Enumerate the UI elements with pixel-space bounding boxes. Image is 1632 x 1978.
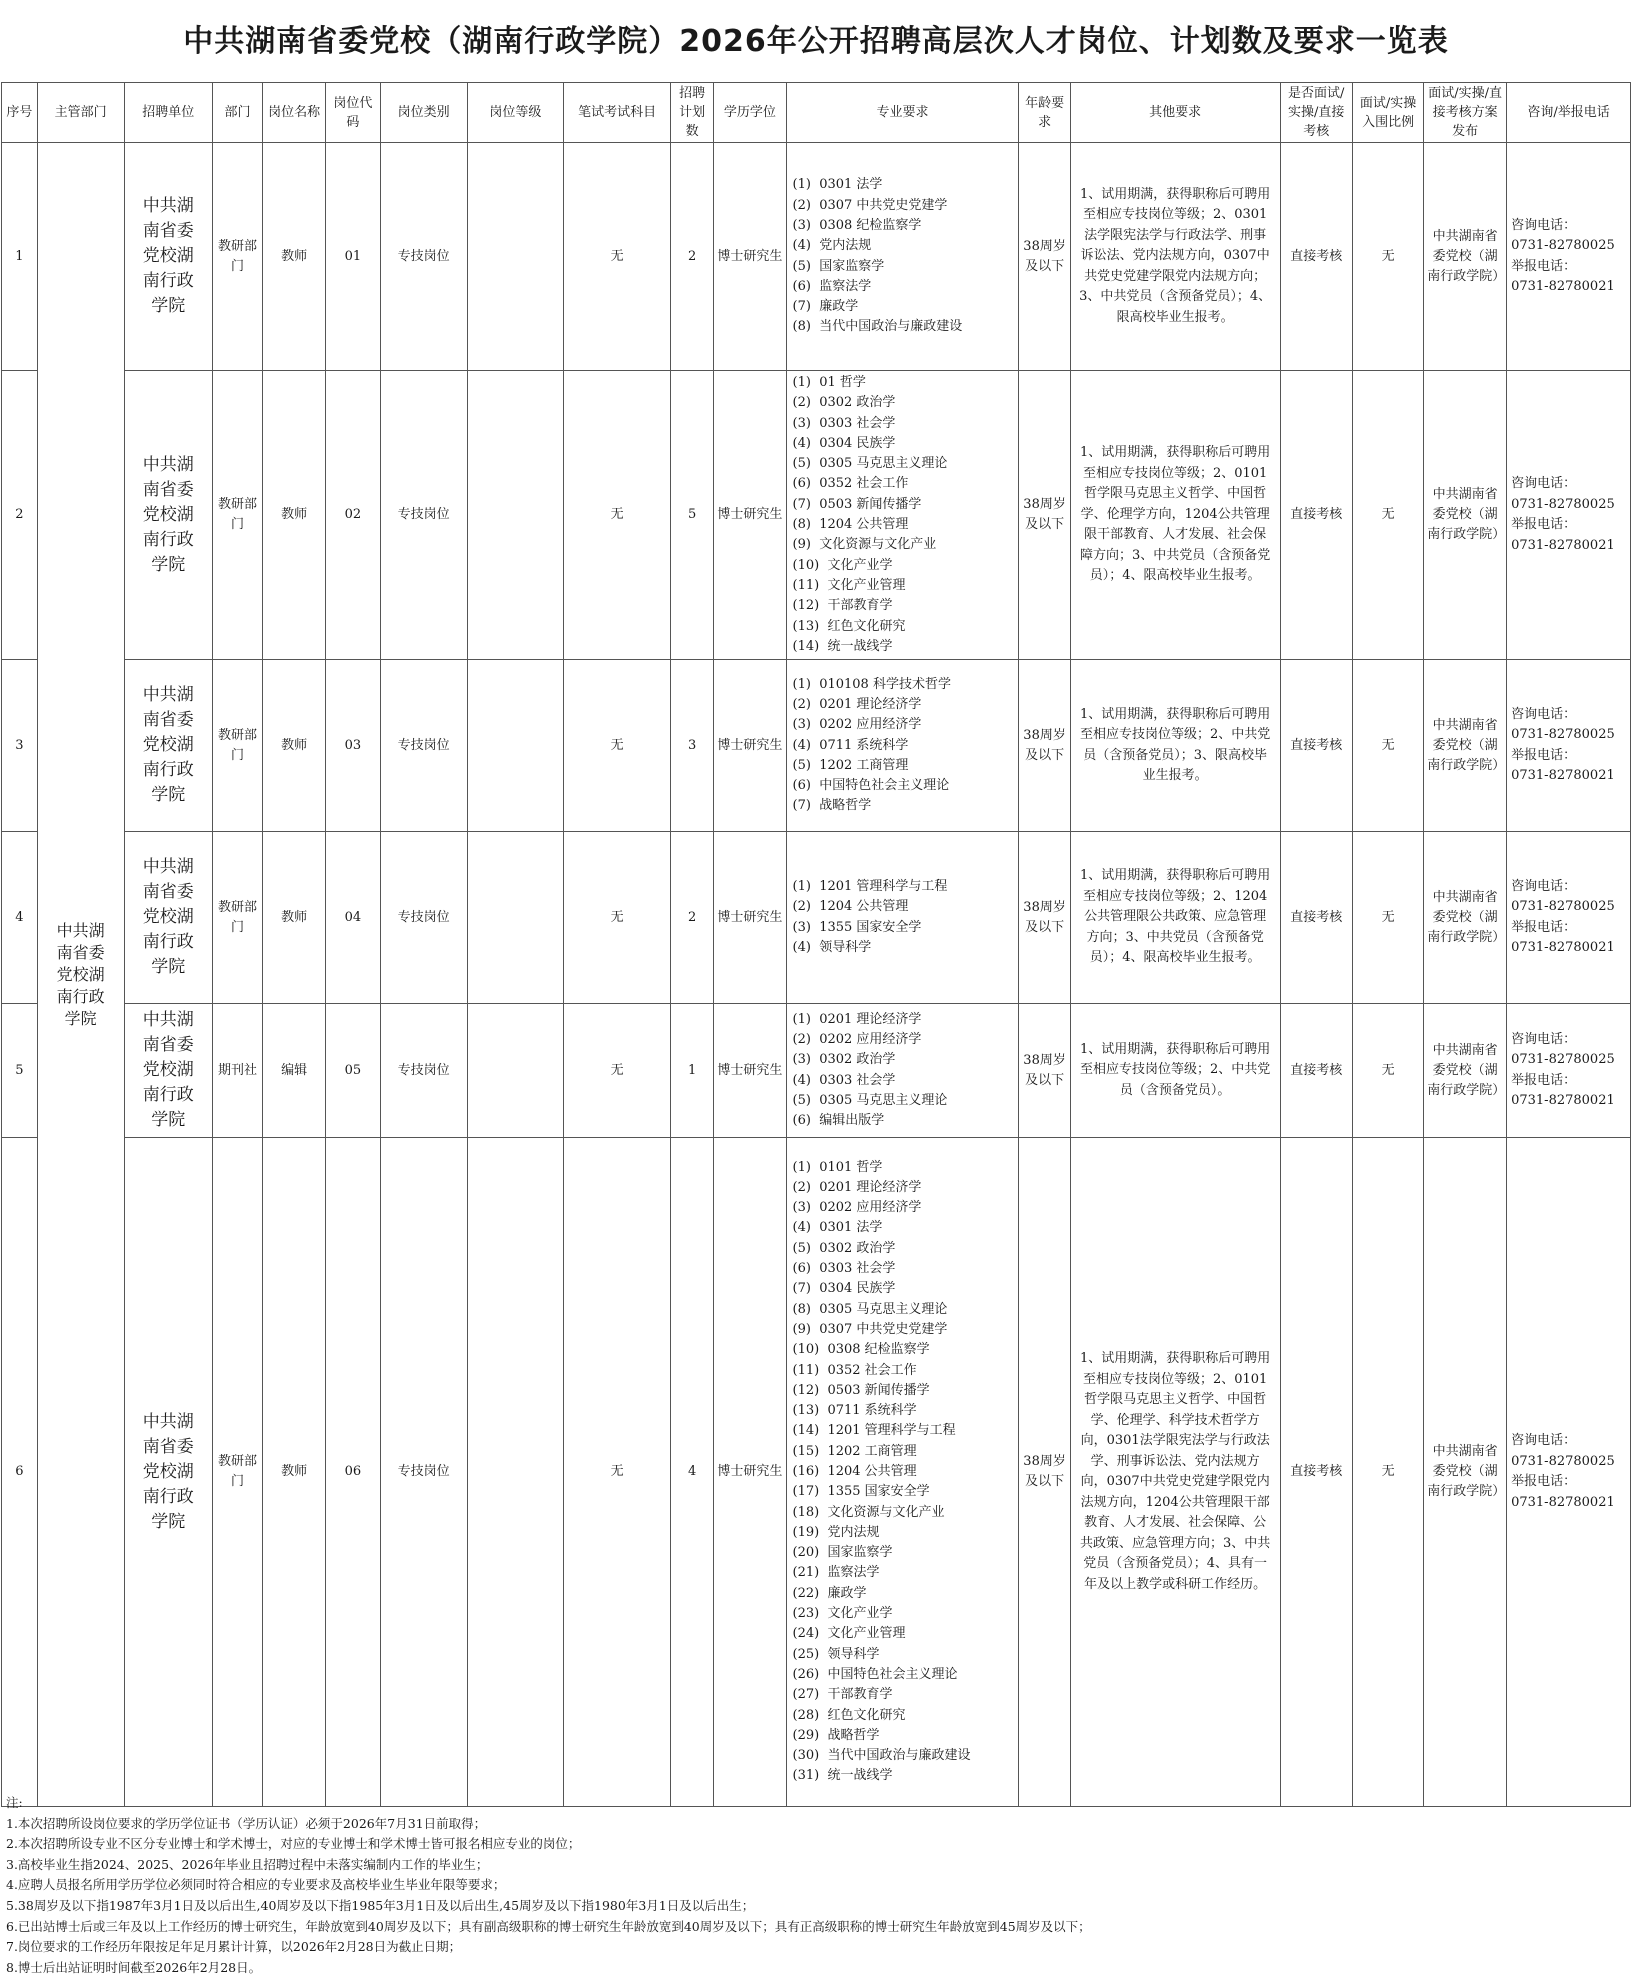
major-item: (28) 红色文化研究 bbox=[792, 1707, 906, 1723]
age-cell: 38周岁及以下 bbox=[1019, 371, 1070, 660]
majors-cell bbox=[786, 143, 1019, 371]
major-item: (11) 文化产业管理 bbox=[792, 577, 906, 593]
position-cell: 教师 bbox=[263, 832, 326, 1004]
dept-cell: 教研部门 bbox=[212, 371, 262, 660]
table-row bbox=[2, 1004, 1631, 1138]
major-item: (25) 领导科学 bbox=[792, 1646, 880, 1662]
contact-line: 0731-82780025 bbox=[1511, 899, 1615, 915]
interview-cell: 直接考核 bbox=[1280, 1138, 1352, 1807]
code-cell: 03 bbox=[326, 660, 381, 832]
other-requirements-cell: 1、试用期满，获得职称后可聘用至相应专技岗位等级；2、中共党员（含预备党员）；3、限高校毕业生报考。 bbox=[1070, 660, 1280, 832]
other-requirements-cell: 1、试用期满，获得职称后可聘用至相应专技岗位等级；2、0101哲学限马克思主义哲学、中国哲学、伦理学、科学技术哲学方向，0301法学限宪法学与行政法学、刑事诉讼法、党内法规方向，0307中共党史党建学限党内法规方向，1204公共管理限干部教育、人才发展、社会保障、公共政策、应急管理方向；3、中共党员（含预备党员）；4、具有一年及以上教学或科研工作经历。 bbox=[1070, 1138, 1280, 1807]
contact-line: 0731-82780021 bbox=[1511, 1093, 1615, 1109]
major-item: (6) 0352 社会工作 bbox=[792, 476, 909, 492]
level-cell bbox=[467, 832, 564, 1004]
major-item: (3) 0308 纪检监察学 bbox=[792, 217, 922, 233]
major-item: (4) 0304 民族学 bbox=[792, 435, 896, 451]
quota-cell: 2 bbox=[671, 143, 714, 371]
note-item: 6.已出站博士后或三年及以上工作经历的博士研究生，年龄放宽到40周岁及以下；具有副高级职称的博士研究生年龄放宽到40周岁及以下；具有正高级职称的博士研究生年龄放宽到45周岁及以下； bbox=[6, 1918, 1091, 1934]
note-item: 8.博士后出站证明时间截至2026年2月28日。 bbox=[6, 1959, 262, 1975]
major-item: (19) 党内法规 bbox=[792, 1524, 880, 1540]
major-item: (6) 编辑出版学 bbox=[792, 1113, 885, 1129]
exam-cell: 无 bbox=[564, 660, 671, 832]
level-cell bbox=[467, 143, 564, 371]
table-row bbox=[2, 660, 1631, 832]
supervisor-cell: 中共湖南省委党校湖南行政学院 bbox=[37, 143, 124, 1807]
major-item: (4) 领导科学 bbox=[792, 939, 872, 955]
major-item: (17) 1355 国家安全学 bbox=[792, 1484, 930, 1500]
major-item: (12) 干部教育学 bbox=[792, 598, 893, 614]
exam-cell: 无 bbox=[564, 371, 671, 660]
table-body bbox=[2, 143, 1631, 1807]
degree-cell: 博士研究生 bbox=[714, 371, 786, 660]
major-item: (30) 当代中国政治与廉政建设 bbox=[792, 1748, 971, 1764]
interview-cell: 直接考核 bbox=[1280, 371, 1352, 660]
seq-cell: 1 bbox=[2, 143, 38, 371]
contact-line: 举报电话： bbox=[1511, 258, 1577, 274]
column-header: 序号 bbox=[2, 83, 38, 143]
code-cell: 02 bbox=[326, 371, 381, 660]
other-requirements-cell: 1、试用期满，获得职称后可聘用至相应专技岗位等级；2、0101哲学限马克思主义哲学、中国哲学、伦理学方向，1204公共管理限干部教育、人才发展、社会保障方向；3、中共党员（含预备党员）；4、限高校毕业生报考。 bbox=[1070, 371, 1280, 660]
column-header: 是否面试/实操/直接考核 bbox=[1280, 83, 1352, 143]
publish-cell: 中共湖南省委党校（湖南行政学院） bbox=[1424, 1004, 1507, 1138]
major-item: (22) 廉政学 bbox=[792, 1585, 867, 1601]
major-item: (2) 0201 理论经济学 bbox=[792, 1179, 922, 1195]
category-cell: 专技岗位 bbox=[380, 660, 467, 832]
table-row bbox=[2, 832, 1631, 1004]
publish-cell: 中共湖南省委党校（湖南行政学院） bbox=[1424, 660, 1507, 832]
major-item: (6) 0303 社会学 bbox=[792, 1261, 896, 1277]
major-item: (3) 0202 应用经济学 bbox=[792, 1200, 922, 1216]
major-item: (1) 0201 理论经济学 bbox=[792, 1011, 922, 1027]
quota-cell: 4 bbox=[671, 1138, 714, 1807]
exam-cell: 无 bbox=[564, 143, 671, 371]
seq-cell: 6 bbox=[2, 1138, 38, 1807]
degree-cell: 博士研究生 bbox=[714, 1004, 786, 1138]
unit-cell: 中共湖南省委党校湖南行政学院 bbox=[124, 143, 212, 371]
table-row bbox=[2, 371, 1631, 660]
category-cell: 专技岗位 bbox=[380, 1138, 467, 1807]
major-item: (2) 0302 政治学 bbox=[792, 395, 896, 411]
note-item: 2.本次招聘所设专业不区分专业博士和学术博士，对应的专业博士和学术博士皆可报名相应专业的岗位； bbox=[6, 1836, 581, 1852]
column-header: 主管部门 bbox=[37, 83, 124, 143]
majors-cell bbox=[786, 660, 1019, 832]
major-item: (10) 文化产业学 bbox=[792, 557, 893, 573]
contact-line: 咨询电话： bbox=[1511, 476, 1577, 492]
degree-cell: 博士研究生 bbox=[714, 1138, 786, 1807]
code-cell: 06 bbox=[326, 1138, 381, 1807]
note-item: 7.岗位要求的工作经历年限按足年足月累计计算，以2026年2月28日为截止日期； bbox=[6, 1939, 462, 1955]
major-item: (11) 0352 社会工作 bbox=[792, 1362, 917, 1378]
major-item: (13) 0711 系统科学 bbox=[792, 1403, 917, 1419]
column-header: 招聘计划数 bbox=[671, 83, 714, 143]
major-item: (8) 0305 马克思主义理论 bbox=[792, 1301, 948, 1317]
major-item: (29) 战略哲学 bbox=[792, 1727, 880, 1743]
interview-cell: 直接考核 bbox=[1280, 1004, 1352, 1138]
major-item: (31) 统一战线学 bbox=[792, 1768, 893, 1784]
position-cell: 教师 bbox=[263, 371, 326, 660]
contact-line: 举报电话： bbox=[1511, 919, 1577, 935]
contact-line: 咨询电话： bbox=[1511, 1031, 1577, 1047]
major-item: (23) 文化产业学 bbox=[792, 1606, 893, 1622]
major-item: (12) 0503 新闻传播学 bbox=[792, 1382, 930, 1398]
column-header: 面试/实操入围比例 bbox=[1352, 83, 1423, 143]
seq-cell: 4 bbox=[2, 832, 38, 1004]
column-header: 面试/实操/直接考核方案发布 bbox=[1424, 83, 1507, 143]
dept-cell: 教研部门 bbox=[212, 832, 262, 1004]
contact-line: 0731-82780025 bbox=[1511, 1453, 1615, 1469]
category-cell: 专技岗位 bbox=[380, 1004, 467, 1138]
contact-cell bbox=[1507, 1138, 1631, 1807]
other-requirements-cell: 1、试用期满，获得职称后可聘用至相应专技岗位等级；2、中共党员（含预备党员）。 bbox=[1070, 1004, 1280, 1138]
major-item: (5) 0302 政治学 bbox=[792, 1240, 896, 1256]
major-item: (7) 战略哲学 bbox=[792, 798, 872, 814]
level-cell bbox=[467, 1004, 564, 1138]
major-item: (3) 0302 政治学 bbox=[792, 1052, 896, 1068]
major-item: (26) 中国特色社会主义理论 bbox=[792, 1666, 958, 1682]
code-cell: 04 bbox=[326, 832, 381, 1004]
major-item: (6) 监察法学 bbox=[792, 278, 872, 294]
dept-cell: 教研部门 bbox=[212, 1138, 262, 1807]
major-item: (1) 1201 管理科学与工程 bbox=[792, 879, 948, 895]
major-item: (1) 01 哲学 bbox=[792, 375, 866, 390]
majors-cell bbox=[786, 371, 1019, 660]
contact-cell bbox=[1507, 832, 1631, 1004]
category-cell: 专技岗位 bbox=[380, 371, 467, 660]
unit-cell: 中共湖南省委党校湖南行政学院 bbox=[124, 371, 212, 660]
unit-cell: 中共湖南省委党校湖南行政学院 bbox=[124, 660, 212, 832]
interview-cell: 直接考核 bbox=[1280, 832, 1352, 1004]
level-cell bbox=[467, 660, 564, 832]
seq-cell: 3 bbox=[2, 660, 38, 832]
contact-line: 举报电话： bbox=[1511, 517, 1577, 533]
major-item: (3) 0303 社会学 bbox=[792, 415, 896, 431]
other-requirements-cell: 1、试用期满，获得职称后可聘用至相应专技岗位等级；2、1204公共管理限公共政策、应急管理方向；3、中共党员（含预备党员）；4、限高校毕业生报考。 bbox=[1070, 832, 1280, 1004]
quota-cell: 1 bbox=[671, 1004, 714, 1138]
contact-line: 0731-82780025 bbox=[1511, 727, 1615, 743]
column-header: 学历学位 bbox=[714, 83, 786, 143]
major-item: (18) 文化资源与文化产业 bbox=[792, 1504, 945, 1520]
ratio-cell: 无 bbox=[1352, 660, 1423, 832]
contact-line: 0731-82780021 bbox=[1511, 1494, 1615, 1510]
note-item: 3.高校毕业生指2024、2025、2026年毕业且招聘过程中未落实编制内工作的毕业生； bbox=[6, 1856, 489, 1872]
contact-line: 0731-82780021 bbox=[1511, 940, 1615, 956]
major-item: (3) 1355 国家安全学 bbox=[792, 919, 922, 935]
unit-cell: 中共湖南省委党校湖南行政学院 bbox=[124, 832, 212, 1004]
header-row bbox=[2, 83, 1631, 143]
quota-cell: 5 bbox=[671, 371, 714, 660]
contact-line: 0731-82780025 bbox=[1511, 1052, 1615, 1068]
unit-cell: 中共湖南省委党校湖南行政学院 bbox=[124, 1004, 212, 1138]
major-item: (14) 统一战线学 bbox=[792, 638, 893, 654]
contact-cell bbox=[1507, 143, 1631, 371]
table-row bbox=[2, 143, 1631, 371]
major-item: (4) 0711 系统科学 bbox=[792, 737, 909, 753]
major-item: (16) 1204 公共管理 bbox=[792, 1464, 917, 1479]
document-title: 中共湖南省委党校（湖南行政学院）2026年公开招聘高层次人才岗位、计划数及要求一览表 bbox=[183, 24, 1449, 59]
position-cell: 教师 bbox=[263, 660, 326, 832]
quota-cell: 3 bbox=[671, 660, 714, 832]
column-header: 年龄要求 bbox=[1019, 83, 1070, 143]
contact-line: 0731-82780021 bbox=[1511, 279, 1615, 294]
unit-cell: 中共湖南省委党校湖南行政学院 bbox=[124, 1138, 212, 1807]
code-cell: 01 bbox=[326, 143, 381, 371]
note-item: 5.38周岁及以下指1987年3月1日及以后出生,40周岁及以下指1985年3月1日及以后出生,45周岁及以下指1980年3月1日及以后出生； bbox=[6, 1897, 755, 1913]
major-item: (4) 党内法规 bbox=[792, 238, 872, 254]
age-cell: 38周岁及以下 bbox=[1019, 660, 1070, 832]
major-item: (7) 廉政学 bbox=[792, 299, 859, 315]
level-cell bbox=[467, 371, 564, 660]
dept-cell: 期刊社 bbox=[212, 1004, 262, 1138]
major-item: (5) 0305 马克思主义理论 bbox=[792, 1092, 948, 1108]
ratio-cell: 无 bbox=[1352, 1004, 1423, 1138]
position-cell: 教师 bbox=[263, 1138, 326, 1807]
major-item: (13) 红色文化研究 bbox=[792, 618, 906, 634]
major-item: (7) 0304 民族学 bbox=[792, 1281, 896, 1297]
major-item: (2) 0307 中共党史党建学 bbox=[792, 197, 948, 213]
contact-line: 咨询电话： bbox=[1511, 878, 1577, 894]
dept-cell: 教研部门 bbox=[212, 143, 262, 371]
major-item: (8) 当代中国政治与廉政建设 bbox=[792, 319, 963, 335]
contact-line: 举报电话： bbox=[1511, 1474, 1577, 1490]
contact-cell bbox=[1507, 1004, 1631, 1138]
degree-cell: 博士研究生 bbox=[714, 143, 786, 371]
major-item: (9) 0307 中共党史党建学 bbox=[792, 1321, 948, 1337]
column-header: 岗位等级 bbox=[467, 83, 564, 143]
recruitment-table bbox=[1, 82, 1631, 1807]
category-cell: 专技岗位 bbox=[380, 832, 467, 1004]
ratio-cell: 无 bbox=[1352, 143, 1423, 371]
notes-section bbox=[6, 1793, 1626, 1978]
majors-cell bbox=[786, 832, 1019, 1004]
column-header: 岗位名称 bbox=[263, 83, 326, 143]
seq-cell: 5 bbox=[2, 1004, 38, 1138]
major-item: (1) 010108 科学技术哲学 bbox=[792, 676, 951, 692]
major-item: (1) 0101 哲学 bbox=[792, 1159, 883, 1175]
position-cell: 教师 bbox=[263, 143, 326, 371]
major-item: (6) 中国特色社会主义理论 bbox=[792, 778, 950, 794]
exam-cell: 无 bbox=[564, 1138, 671, 1807]
ratio-cell: 无 bbox=[1352, 1138, 1423, 1807]
publish-cell: 中共湖南省委党校（湖南行政学院） bbox=[1424, 143, 1507, 371]
code-cell: 05 bbox=[326, 1004, 381, 1138]
publish-cell: 中共湖南省委党校（湖南行政学院） bbox=[1424, 1138, 1507, 1807]
exam-cell: 无 bbox=[564, 832, 671, 1004]
column-header: 咨询/举报电话 bbox=[1507, 83, 1631, 143]
interview-cell: 直接考核 bbox=[1280, 143, 1352, 371]
major-item: (8) 1204 公共管理 bbox=[792, 517, 909, 533]
major-item: (2) 0201 理论经济学 bbox=[792, 696, 922, 712]
major-item: (24) 文化产业管理 bbox=[792, 1626, 906, 1642]
contact-line: 0731-82780025 bbox=[1511, 496, 1615, 512]
contact-line: 0731-82780025 bbox=[1511, 238, 1615, 253]
notes-label: 注: bbox=[6, 1795, 23, 1810]
majors-cell bbox=[786, 1138, 1019, 1807]
age-cell: 38周岁及以下 bbox=[1019, 1138, 1070, 1807]
major-item: (2) 1204 公共管理 bbox=[792, 899, 909, 915]
column-header: 招聘单位 bbox=[124, 83, 212, 143]
column-header: 笔试考试科目 bbox=[564, 83, 671, 143]
major-item: (5) 0305 马克思主义理论 bbox=[792, 456, 948, 472]
position-cell: 编辑 bbox=[263, 1004, 326, 1138]
publish-cell: 中共湖南省委党校（湖南行政学院） bbox=[1424, 371, 1507, 660]
age-cell: 38周岁及以下 bbox=[1019, 832, 1070, 1004]
major-item: (4) 0303 社会学 bbox=[792, 1072, 896, 1088]
major-item: (15) 1202 工商管理 bbox=[792, 1443, 917, 1459]
exam-cell: 无 bbox=[564, 1004, 671, 1138]
contact-line: 举报电话： bbox=[1511, 747, 1577, 763]
major-item: (5) 国家监察学 bbox=[792, 258, 885, 274]
table-row bbox=[2, 1138, 1631, 1807]
age-cell: 38周岁及以下 bbox=[1019, 143, 1070, 371]
ratio-cell: 无 bbox=[1352, 832, 1423, 1004]
category-cell: 专技岗位 bbox=[380, 143, 467, 371]
major-item: (2) 0202 应用经济学 bbox=[792, 1032, 922, 1048]
major-item: (7) 0503 新闻传播学 bbox=[792, 496, 922, 512]
note-item: 1.本次招聘所设岗位要求的学历学位证书（学历认证）必须于2026年7月31日前取得； bbox=[6, 1815, 487, 1831]
column-header: 部门 bbox=[212, 83, 262, 143]
contact-line: 举报电话： bbox=[1511, 1072, 1577, 1088]
interview-cell: 直接考核 bbox=[1280, 660, 1352, 832]
majors-cell bbox=[786, 1004, 1019, 1138]
degree-cell: 博士研究生 bbox=[714, 660, 786, 832]
major-item: (10) 0308 纪检监察学 bbox=[792, 1342, 930, 1358]
level-cell bbox=[467, 1138, 564, 1807]
ratio-cell: 无 bbox=[1352, 371, 1423, 660]
major-item: (20) 国家监察学 bbox=[792, 1545, 893, 1561]
age-cell: 38周岁及以下 bbox=[1019, 1004, 1070, 1138]
major-item: (4) 0301 法学 bbox=[792, 1220, 883, 1236]
major-item: (3) 0202 应用经济学 bbox=[792, 717, 922, 733]
major-item: (14) 1201 管理科学与工程 bbox=[792, 1423, 956, 1439]
contact-cell bbox=[1507, 660, 1631, 832]
note-item: 4.应聘人员报名所用学历学位必须同时符合相应的专业要求及高校毕业生毕业年限等要求； bbox=[6, 1877, 506, 1893]
contact-line: 0731-82780021 bbox=[1511, 768, 1615, 784]
degree-cell: 博士研究生 bbox=[714, 832, 786, 1004]
contact-line: 0731-82780021 bbox=[1511, 537, 1615, 553]
publish-cell: 中共湖南省委党校（湖南行政学院） bbox=[1424, 832, 1507, 1004]
contact-line: 咨询电话： bbox=[1511, 217, 1577, 233]
column-header: 岗位类别 bbox=[380, 83, 467, 143]
quota-cell: 2 bbox=[671, 832, 714, 1004]
major-item: (21) 监察法学 bbox=[792, 1565, 880, 1581]
major-item: (9) 文化资源与文化产业 bbox=[792, 537, 937, 553]
contact-line: 咨询电话： bbox=[1511, 1433, 1577, 1449]
dept-cell: 教研部门 bbox=[212, 660, 262, 832]
contact-line: 咨询电话： bbox=[1511, 706, 1577, 722]
other-requirements-cell: 1、试用期满，获得职称后可聘用至相应专技岗位等级；2、0301法学限宪法学与行政法学、刑事诉讼法、党内法规方向，0307中共党史党建学限党内法规方向；3、中共党员（含预备党员）；4、限高校毕业生报考。 bbox=[1070, 143, 1280, 371]
column-header: 其他要求 bbox=[1070, 83, 1280, 143]
column-header: 专业要求 bbox=[786, 83, 1019, 143]
major-item: (27) 干部教育学 bbox=[792, 1687, 893, 1703]
column-header: 岗位代码 bbox=[326, 83, 381, 143]
contact-cell bbox=[1507, 371, 1631, 660]
major-item: (1) 0301 法学 bbox=[792, 177, 883, 193]
major-item: (5) 1202 工商管理 bbox=[792, 757, 909, 773]
seq-cell: 2 bbox=[2, 371, 38, 660]
